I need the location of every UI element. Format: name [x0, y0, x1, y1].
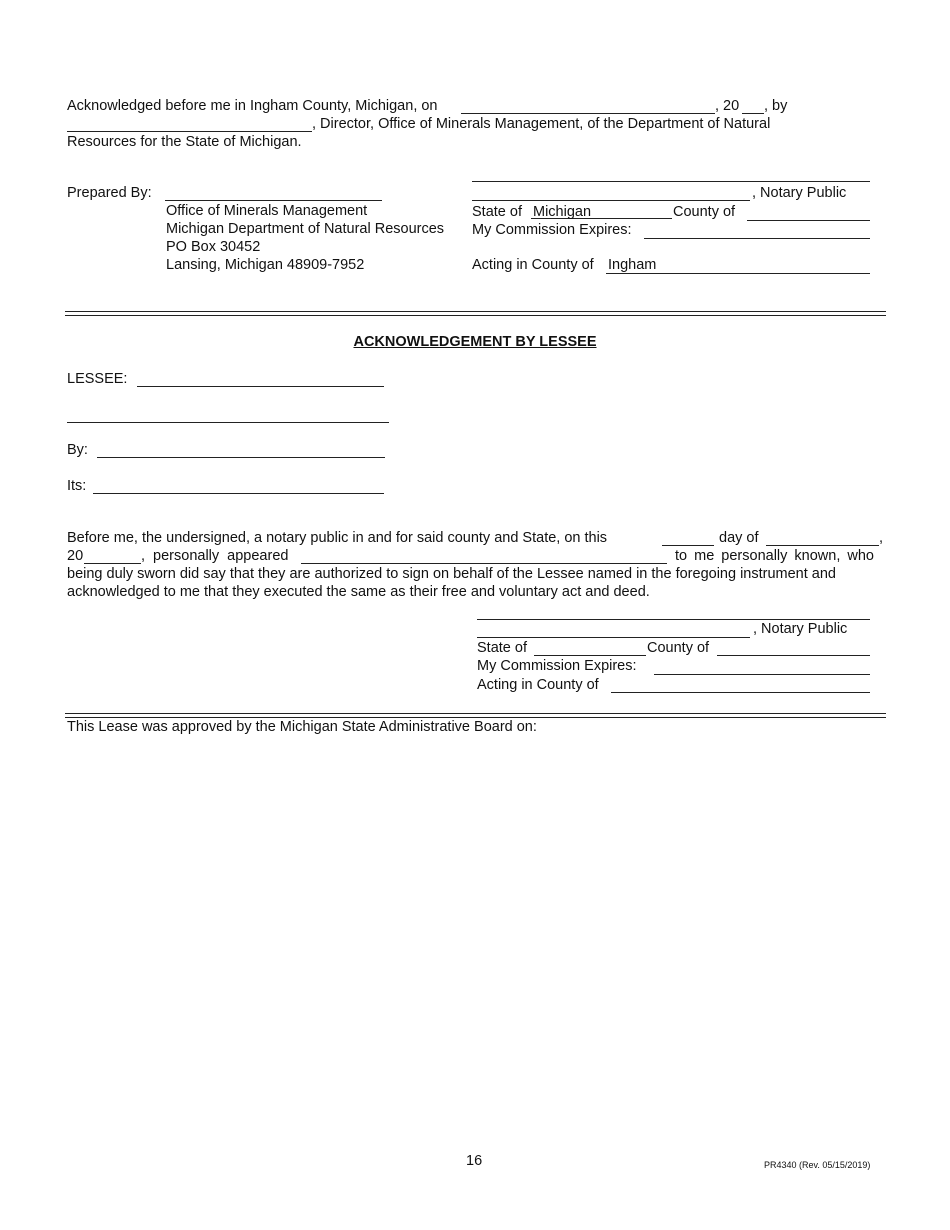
- lessee-name-blank-2[interactable]: [67, 422, 389, 423]
- approval-divider: [65, 713, 886, 718]
- prepared-by-label: Prepared By:: [67, 185, 152, 201]
- its-title-blank[interactable]: [93, 493, 384, 494]
- section-divider: [65, 311, 886, 316]
- notary-public-label: , Notary Public: [752, 185, 847, 201]
- ack-director-name-blank[interactable]: [67, 131, 312, 132]
- notary-name-blank[interactable]: [472, 200, 750, 201]
- commission-expires-blank[interactable]: [644, 238, 870, 239]
- before-me-line2a: 20: [67, 548, 84, 564]
- acting-county-line[interactable]: [606, 273, 870, 274]
- before-me-line1b: day of: [719, 530, 759, 546]
- county-blank[interactable]: [747, 220, 870, 221]
- acting-county-label: Acting in County of: [472, 257, 594, 273]
- state-value: Michigan: [533, 204, 592, 220]
- address-line-3: PO Box 30452: [166, 239, 261, 255]
- ack-state-line2: , Director, Office of Minerals Management, of the Department of Natural: [312, 116, 771, 132]
- before-me-line2b: , personally appeared: [141, 548, 289, 564]
- before-me-line1a: Before me, the undersigned, a notary public in and for said county and State, on this: [67, 530, 608, 546]
- lessee-state-blank[interactable]: [534, 655, 646, 656]
- county-of-label: County of: [673, 204, 736, 220]
- state-of-label: State of: [472, 204, 522, 220]
- address-line-2: Michigan Department of Natural Resources: [166, 221, 445, 237]
- ack-by-text: , by: [764, 98, 788, 114]
- page-number: 16: [466, 1153, 483, 1169]
- notary-signature-line[interactable]: [472, 181, 870, 182]
- lessee-state-of-label: State of: [477, 640, 527, 656]
- approval-text: This Lease was approved by the Michigan State Administrative Board on:: [67, 719, 537, 735]
- ack-year-blank[interactable]: [742, 113, 764, 114]
- lessee-notary-public-label: , Notary Public: [753, 621, 848, 637]
- month-blank[interactable]: [766, 545, 879, 546]
- lessee-commission-expires-label: My Commission Expires:: [477, 658, 637, 674]
- appeared-name-blank[interactable]: [301, 563, 667, 564]
- year-blank[interactable]: [84, 563, 141, 564]
- lessee-section-heading: ACKNOWLEDGEMENT BY LESSEE: [353, 334, 597, 350]
- lessee-commission-blank[interactable]: [654, 674, 870, 675]
- ack-state-line3: Resources for the State of Michigan.: [67, 134, 302, 150]
- address-line-1: Office of Minerals Management: [166, 203, 368, 219]
- before-me-line4: acknowledged to me that they executed the same as their free and voluntary act and deed.: [67, 584, 650, 600]
- before-me-comma: ,: [879, 530, 884, 546]
- lessee-label: LESSEE:: [67, 371, 128, 387]
- lessee-notary-name-blank[interactable]: [477, 637, 750, 638]
- lessee-acting-county-blank[interactable]: [611, 692, 870, 693]
- ack-date-blank[interactable]: [461, 113, 715, 114]
- day-blank[interactable]: [662, 545, 714, 546]
- prepared-by-blank[interactable]: [165, 200, 382, 201]
- lessee-acting-county-label: Acting in County of: [477, 677, 599, 693]
- lessee-name-blank[interactable]: [137, 386, 384, 387]
- lessee-county-of-label: County of: [647, 640, 710, 656]
- address-line-4: Lansing, Michigan 48909-7952: [166, 257, 365, 273]
- before-me-line2c: to me personally known, who: [675, 548, 874, 564]
- by-signature-blank[interactable]: [97, 457, 385, 458]
- ack-state-line1: Acknowledged before me in Ingham County, Michigan, on: [67, 98, 438, 114]
- acting-county-value: Ingham: [608, 257, 657, 273]
- ack-year-prefix: , 20: [715, 98, 740, 114]
- form-code: PR4340 (Rev. 05/15/2019): [764, 1160, 871, 1170]
- lessee-notary-signature-line[interactable]: [477, 619, 870, 620]
- its-label: Its:: [67, 478, 87, 494]
- by-label: By:: [67, 442, 88, 458]
- lessee-county-blank[interactable]: [717, 655, 870, 656]
- before-me-line3: being duly sworn did say that they are authorized to sign on behalf of the Lessee named in the foregoing instrument and: [67, 566, 836, 582]
- commission-expires-label: My Commission Expires:: [472, 222, 632, 238]
